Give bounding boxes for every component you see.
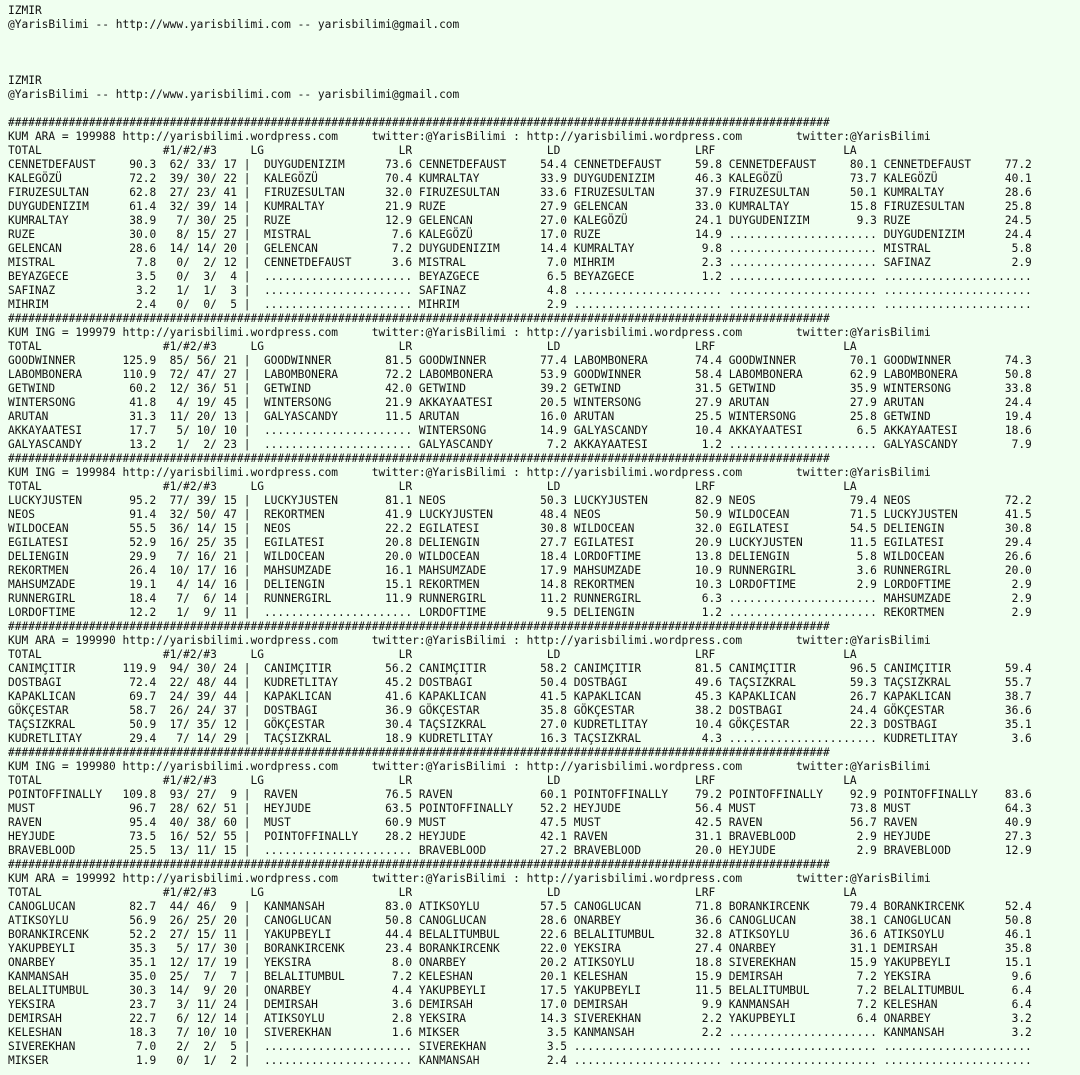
table-row: NEOS 91.4 32/ 50/ 47 | REKORTMEN 41.9 LUCKYJUSTEN 48.4 NEOS 50.9 WILDOCEAN 71.5 LUCKYJUSTEN 41.5: [8, 508, 1032, 521]
table-row: ONARBEY 35.1 12/ 17/ 19 | YEKSIRA 8.0 ONARBEY 20.2 ATIKSOYLU 18.8 SIVEREKHAN 15.9 YAKUPBEYLI 15.1: [8, 956, 1032, 969]
table-row: MAHSUMZADE 19.1 4/ 14/ 16 | DELIENGIN 15.1 REKORTMEN 14.8 REKORTMEN 10.3 LORDOFTIME 2.9 LORDOFTIME 2.9: [8, 578, 1032, 591]
race-title: KUM ARA = 199990 http://yarisbilimi.wordpress.com twitter:@YarisBilimi : http://yarisbilimi.wordpress.com twitter:@YarisBilimi: [8, 634, 931, 647]
table-row: CANIMÇITIR 119.9 94/ 30/ 24 | CANIMÇITIR 56.2 CANIMÇITIR 58.2 CANIMÇITIR 81.5 CANIMÇITIR 96.5 CANIMÇITIR 59.4: [8, 662, 1032, 675]
table-row: MUST 96.7 28/ 62/ 51 | HEYJUDE 63.5 POINTOFFINALLY 52.2 HEYJUDE 56.4 MUST 73.8 MUST 64.3: [8, 802, 1032, 815]
blank-line: [8, 32, 1080, 46]
race-list: [8, 116, 1080, 1068]
table-row: KUDRETLITAY 29.4 7/ 14/ 29 | TAÇSIZKRAL 18.9 KUDRETLITAY 16.3 TAÇSIZKRAL 4.3 ...................... KUDRETLITAY 3.6: [8, 732, 1032, 745]
race-block: [8, 116, 1080, 312]
separator-line: ##########################################################################################################################: [8, 452, 830, 465]
table-row: CENNETDEFAUST 90.3 62/ 33/ 17 | DUYGUDENIZIM 73.6 CENNETDEFAUST 54.4 CENNETDEFAUST 59.8 CENNETDEFAUST 80.1 CENNETDEFAUST 77.2: [8, 158, 1032, 171]
table-row: BRAVEBLOOD 25.5 13/ 11/ 15 | ...................... BRAVEBLOOD 27.2 BRAVEBLOOD 20.0 HEYJUDE 2.9 BRAVEBLOOD 12.9: [8, 844, 1032, 857]
table-row: DUYGUDENIZIM 61.4 32/ 39/ 14 | KUMRALTAY 21.9 RUZE 27.9 GELENCAN 33.0 KUMRALTAY 15.8 FIRUZESULTAN 25.8: [8, 200, 1032, 213]
contact-line: @YarisBilimi -- http://www.yarisbilimi.com -- yarisbilimi@gmail.com: [8, 18, 460, 31]
table-row: WILDOCEAN 55.5 36/ 14/ 15 | NEOS 22.2 EGILATESI 30.8 WILDOCEAN 32.0 EGILATESI 54.5 DELIENGIN 30.8: [8, 522, 1032, 535]
table-row: MISTRAL 7.8 0/ 2/ 12 | CENNETDEFAUST 3.6 MISTRAL 7.0 MIHRIM 2.3 ...................... SAFINAZ 2.9: [8, 256, 1032, 269]
table-row: YEKSIRA 23.7 3/ 11/ 24 | DEMIRSAH 3.6 DEMIRSAH 17.0 DEMIRSAH 9.9 KANMANSAH 7.2 KELESHAN 6.4: [8, 998, 1032, 1011]
table-row: SAFINAZ 3.2 1/ 1/ 3 | ...................... SAFINAZ 4.8 ...................... ...................... ......................: [8, 284, 1032, 297]
race-block: [8, 452, 1080, 620]
blank-line: [8, 46, 1080, 60]
table-row: YAKUPBEYLI 35.3 5/ 17/ 30 | BORANKIRCENK 23.4 BORANKIRCENK 22.0 YEKSIRA 27.4 ONARBEY 31.1 DEMIRSAH 35.8: [8, 942, 1032, 955]
table-row: MIKSER 1.9 0/ 1/ 2 | ...................... KANMANSAH 2.4 ...................... ...................... ......................: [8, 1054, 1032, 1067]
table-row: HEYJUDE 73.5 16/ 52/ 55 | POINTOFFINALLY 28.2 HEYJUDE 42.1 RAVEN 31.1 BRAVEBLOOD 2.9 HEYJUDE 27.3: [8, 830, 1032, 843]
table-row: ATIKSOYLU 56.9 26/ 25/ 20 | CANOGLUCAN 50.8 CANOGLUCAN 28.6 ONARBEY 36.6 CANOGLUCAN 38.1 CANOGLUCAN 50.8: [8, 914, 1032, 927]
table-row: GETWIND 60.2 12/ 36/ 51 | GETWIND 42.0 GETWIND 39.2 GETWIND 31.5 GETWIND 35.9 WINTERSONG 33.8: [8, 382, 1032, 395]
table-row: GÖKÇESTAR 58.7 26/ 24/ 37 | DOSTBAGI 36.9 GÖKÇESTAR 35.8 GÖKÇESTAR 38.2 DOSTBAGI 24.4 GÖKÇESTAR 36.6: [8, 704, 1032, 717]
separator-line: ##########################################################################################################################: [8, 858, 830, 871]
contact-line: @YarisBilimi -- http://www.yarisbilimi.com -- yarisbilimi@gmail.com: [8, 88, 460, 101]
table-row: LORDOFTIME 12.2 1/ 9/ 11 | ...................... LORDOFTIME 9.5 DELIENGIN 1.2 ...................... REKORTMEN 2.9: [8, 606, 1032, 619]
column-header: TOTAL #1/#2/#3 LG LR LD LRF LA: [8, 886, 857, 899]
blank-line: [8, 60, 1080, 74]
column-header: TOTAL #1/#2/#3 LG LR LD LRF LA: [8, 480, 857, 493]
race-block: [8, 312, 1080, 452]
race-block: [8, 620, 1080, 746]
table-row: AKKAYAATESI 17.7 5/ 10/ 10 | ...................... WINTERSONG 14.9 GALYASCANDY 10.4 AKKAYAATESI 6.5 AKKAYAATESI 18.6: [8, 424, 1032, 437]
table-row: BEYAZGECE 3.5 0/ 3/ 4 | ...................... BEYAZGECE 6.5 BEYAZGECE 1.2 ...................... ......................: [8, 270, 1032, 283]
column-header: TOTAL #1/#2/#3 LG LR LD LRF LA: [8, 144, 857, 157]
table-row: RAVEN 95.4 40/ 38/ 60 | MUST 60.9 MUST 47.5 MUST 42.5 RAVEN 56.7 RAVEN 40.9: [8, 816, 1032, 829]
table-row: GALYASCANDY 13.2 1/ 2/ 23 | ...................... GALYASCANDY 7.2 AKKAYAATESI 1.2 ...................... GALYASCANDY 7.9: [8, 438, 1032, 451]
race-title: KUM ARA = 199988 http://yarisbilimi.wordpress.com twitter:@YarisBilimi : http://yarisbilimi.wordpress.com twitter:@YarisBilimi: [8, 130, 931, 143]
table-row: RUZE 30.0 8/ 15/ 27 | MISTRAL 7.6 KALEGÖZÜ 17.0 RUZE 14.9 ...................... DUYGUDENIZIM 24.4: [8, 228, 1032, 241]
table-row: WINTERSONG 41.8 4/ 19/ 45 | WINTERSONG 21.9 AKKAYAATESI 20.5 WINTERSONG 27.9 ARUTAN 27.9 ARUTAN 24.4: [8, 396, 1032, 409]
table-row: MIHRIM 2.4 0/ 0/ 5 | ...................... MIHRIM 2.9 ...................... ...................... ......................: [8, 298, 1032, 311]
table-row: ARUTAN 31.3 11/ 20/ 13 | GALYASCANDY 11.5 ARUTAN 16.0 ARUTAN 25.5 WINTERSONG 25.8 GETWIND 19.4: [8, 410, 1032, 423]
race-title: KUM ARA = 199992 http://yarisbilimi.wordpress.com twitter:@YarisBilimi : http://yarisbilimi.wordpress.com twitter:@YarisBilimi: [8, 872, 931, 885]
table-row: BELALITUMBUL 30.3 14/ 9/ 20 | ONARBEY 4.4 YAKUPBEYLI 17.5 YAKUPBEYLI 11.5 BELALITUMBUL 7.2 BELALITUMBUL 6.4: [8, 984, 1032, 997]
table-row: KALEGÖZÜ 72.2 39/ 30/ 22 | KALEGÖZÜ 70.4 KUMRALTAY 33.9 DUYGUDENIZIM 46.3 KALEGÖZÜ 73.7 KALEGÖZÜ 40.1: [8, 172, 1032, 185]
race-title: KUM ING = 199980 http://yarisbilimi.wordpress.com twitter:@YarisBilimi : http://yarisbilimi.wordpress.com twitter:@YarisBilimi: [8, 760, 931, 773]
table-row: SIVEREKHAN 7.0 2/ 2/ 5 | ...................... SIVEREKHAN 3.5 ...................... ...................... ......................: [8, 1040, 1032, 1053]
column-header: TOTAL #1/#2/#3 LG LR LD LRF LA: [8, 648, 857, 661]
table-row: BORANKIRCENK 52.2 27/ 15/ 11 | YAKUPBEYLI 44.4 BELALITUMBUL 22.6 BELALITUMBUL 32.8 ATIKSOYLU 36.6 ATIKSOYLU 46.1: [8, 928, 1032, 941]
table-row: EGILATESI 52.9 16/ 25/ 35 | EGILATESI 20.8 DELIENGIN 27.7 EGILATESI 20.9 LUCKYJUSTEN 11.5 EGILATESI 29.4: [8, 536, 1032, 549]
table-row: LABOMBONERA 110.9 72/ 47/ 27 | LABOMBONERA 72.2 LABOMBONERA 53.9 GOODWINNER 58.4 LABOMBONERA 62.9 LABOMBONERA 50.8: [8, 368, 1032, 381]
table-row: TAÇSIZKRAL 50.9 17/ 35/ 12 | GÖKÇESTAR 30.4 TAÇSIZKRAL 27.0 KUDRETLITAY 10.4 GÖKÇESTAR 22.3 DOSTBAGI 35.1: [8, 718, 1032, 731]
table-row: KELESHAN 18.3 7/ 10/ 10 | SIVEREKHAN 1.6 MIKSER 3.5 KANMANSAH 2.2 ...................... KANMANSAH 3.2: [8, 1026, 1032, 1039]
race-block: [8, 746, 1080, 858]
separator-line: ##########################################################################################################################: [8, 312, 830, 325]
blank-line: [8, 102, 1080, 116]
table-row: KUMRALTAY 38.9 7/ 30/ 25 | RUZE 12.9 GELENCAN 27.0 KALEGÖZÜ 24.1 DUYGUDENIZIM 9.3 RUZE 24.5: [8, 214, 1032, 227]
table-row: CANOGLUCAN 82.7 44/ 46/ 9 | KANMANSAH 83.0 ATIKSOYLU 57.5 CANOGLUCAN 71.8 BORANKIRCENK 79.4 BORANKIRCENK 52.4: [8, 900, 1032, 913]
separator-line: ##########################################################################################################################: [8, 116, 830, 129]
race-title: KUM ING = 199984 http://yarisbilimi.wordpress.com twitter:@YarisBilimi : http://yarisbilimi.wordpress.com twitter:@YarisBilimi: [8, 466, 931, 479]
table-row: DOSTBAGI 72.4 22/ 48/ 44 | KUDRETLITAY 45.2 DOSTBAGI 50.4 DOSTBAGI 49.6 TAÇSIZKRAL 59.3 TAÇSIZKRAL 55.7: [8, 676, 1032, 689]
race-title: KUM ING = 199979 http://yarisbilimi.wordpress.com twitter:@YarisBilimi : http://yarisbilimi.wordpress.com twitter:@YarisBilimi: [8, 326, 931, 339]
table-row: KAPAKLICAN 69.7 24/ 39/ 44 | KAPAKLICAN 41.6 KAPAKLICAN 41.5 KAPAKLICAN 45.3 KAPAKLICAN 26.7 KAPAKLICAN 38.7: [8, 690, 1032, 703]
city-title: IZMIR: [8, 74, 42, 87]
race-block: [8, 858, 1080, 1068]
table-row: POINTOFFINALLY 109.8 93/ 27/ 9 | RAVEN 76.5 RAVEN 60.1 POINTOFFINALLY 79.2 POINTOFFINALLY 92.9 POINTOFFINALLY 83.6: [8, 788, 1032, 801]
column-header: TOTAL #1/#2/#3 LG LR LD LRF LA: [8, 340, 857, 353]
table-row: FIRUZESULTAN 62.8 27/ 23/ 41 | FIRUZESULTAN 32.0 FIRUZESULTAN 33.6 FIRUZESULTAN 37.9 FIRUZESULTAN 50.1 KUMRALTAY 28.6: [8, 186, 1032, 199]
separator-line: ##########################################################################################################################: [8, 620, 830, 633]
table-row: GELENCAN 28.6 14/ 14/ 20 | GELENCAN 7.2 DUYGUDENIZIM 14.4 KUMRALTAY 9.8 ...................... MISTRAL 5.8: [8, 242, 1032, 255]
separator-line: ##########################################################################################################################: [8, 746, 830, 759]
table-row: RUNNERGIRL 18.4 7/ 6/ 14 | RUNNERGIRL 11.9 RUNNERGIRL 11.2 RUNNERGIRL 6.3 ...................... MAHSUMZADE 2.9: [8, 592, 1032, 605]
table-row: DEMIRSAH 22.7 6/ 12/ 14 | ATIKSOYLU 2.8 YEKSIRA 14.3 SIVEREKHAN 2.2 YAKUPBEYLI 6.4 ONARBEY 3.2: [8, 1012, 1032, 1025]
table-row: DELIENGIN 29.9 7/ 16/ 21 | WILDOCEAN 20.0 WILDOCEAN 18.4 LORDOFTIME 13.8 DELIENGIN 5.8 WILDOCEAN 26.6: [8, 550, 1032, 563]
table-row: REKORTMEN 26.4 10/ 17/ 16 | MAHSUMZADE 16.1 MAHSUMZADE 17.9 MAHSUMZADE 10.9 RUNNERGIRL 3.6 RUNNERGIRL 20.0: [8, 564, 1032, 577]
table-row: LUCKYJUSTEN 95.2 77/ 39/ 15 | LUCKYJUSTEN 81.1 NEOS 50.3 LUCKYJUSTEN 82.9 NEOS 79.4 NEOS 72.2: [8, 494, 1032, 507]
column-header: TOTAL #1/#2/#3 LG LR LD LRF LA: [8, 774, 857, 787]
table-row: KANMANSAH 35.0 25/ 7/ 7 | BELALITUMBUL 7.2 KELESHAN 20.1 KELESHAN 15.9 DEMIRSAH 7.2 YEKSIRA 9.6: [8, 970, 1032, 983]
city-title: IZMIR: [8, 4, 42, 17]
table-row: GOODWINNER 125.9 85/ 56/ 21 | GOODWINNER 81.5 GOODWINNER 77.4 LABOMBONERA 74.4 GOODWINNER 70.1 GOODWINNER 74.3: [8, 354, 1032, 367]
